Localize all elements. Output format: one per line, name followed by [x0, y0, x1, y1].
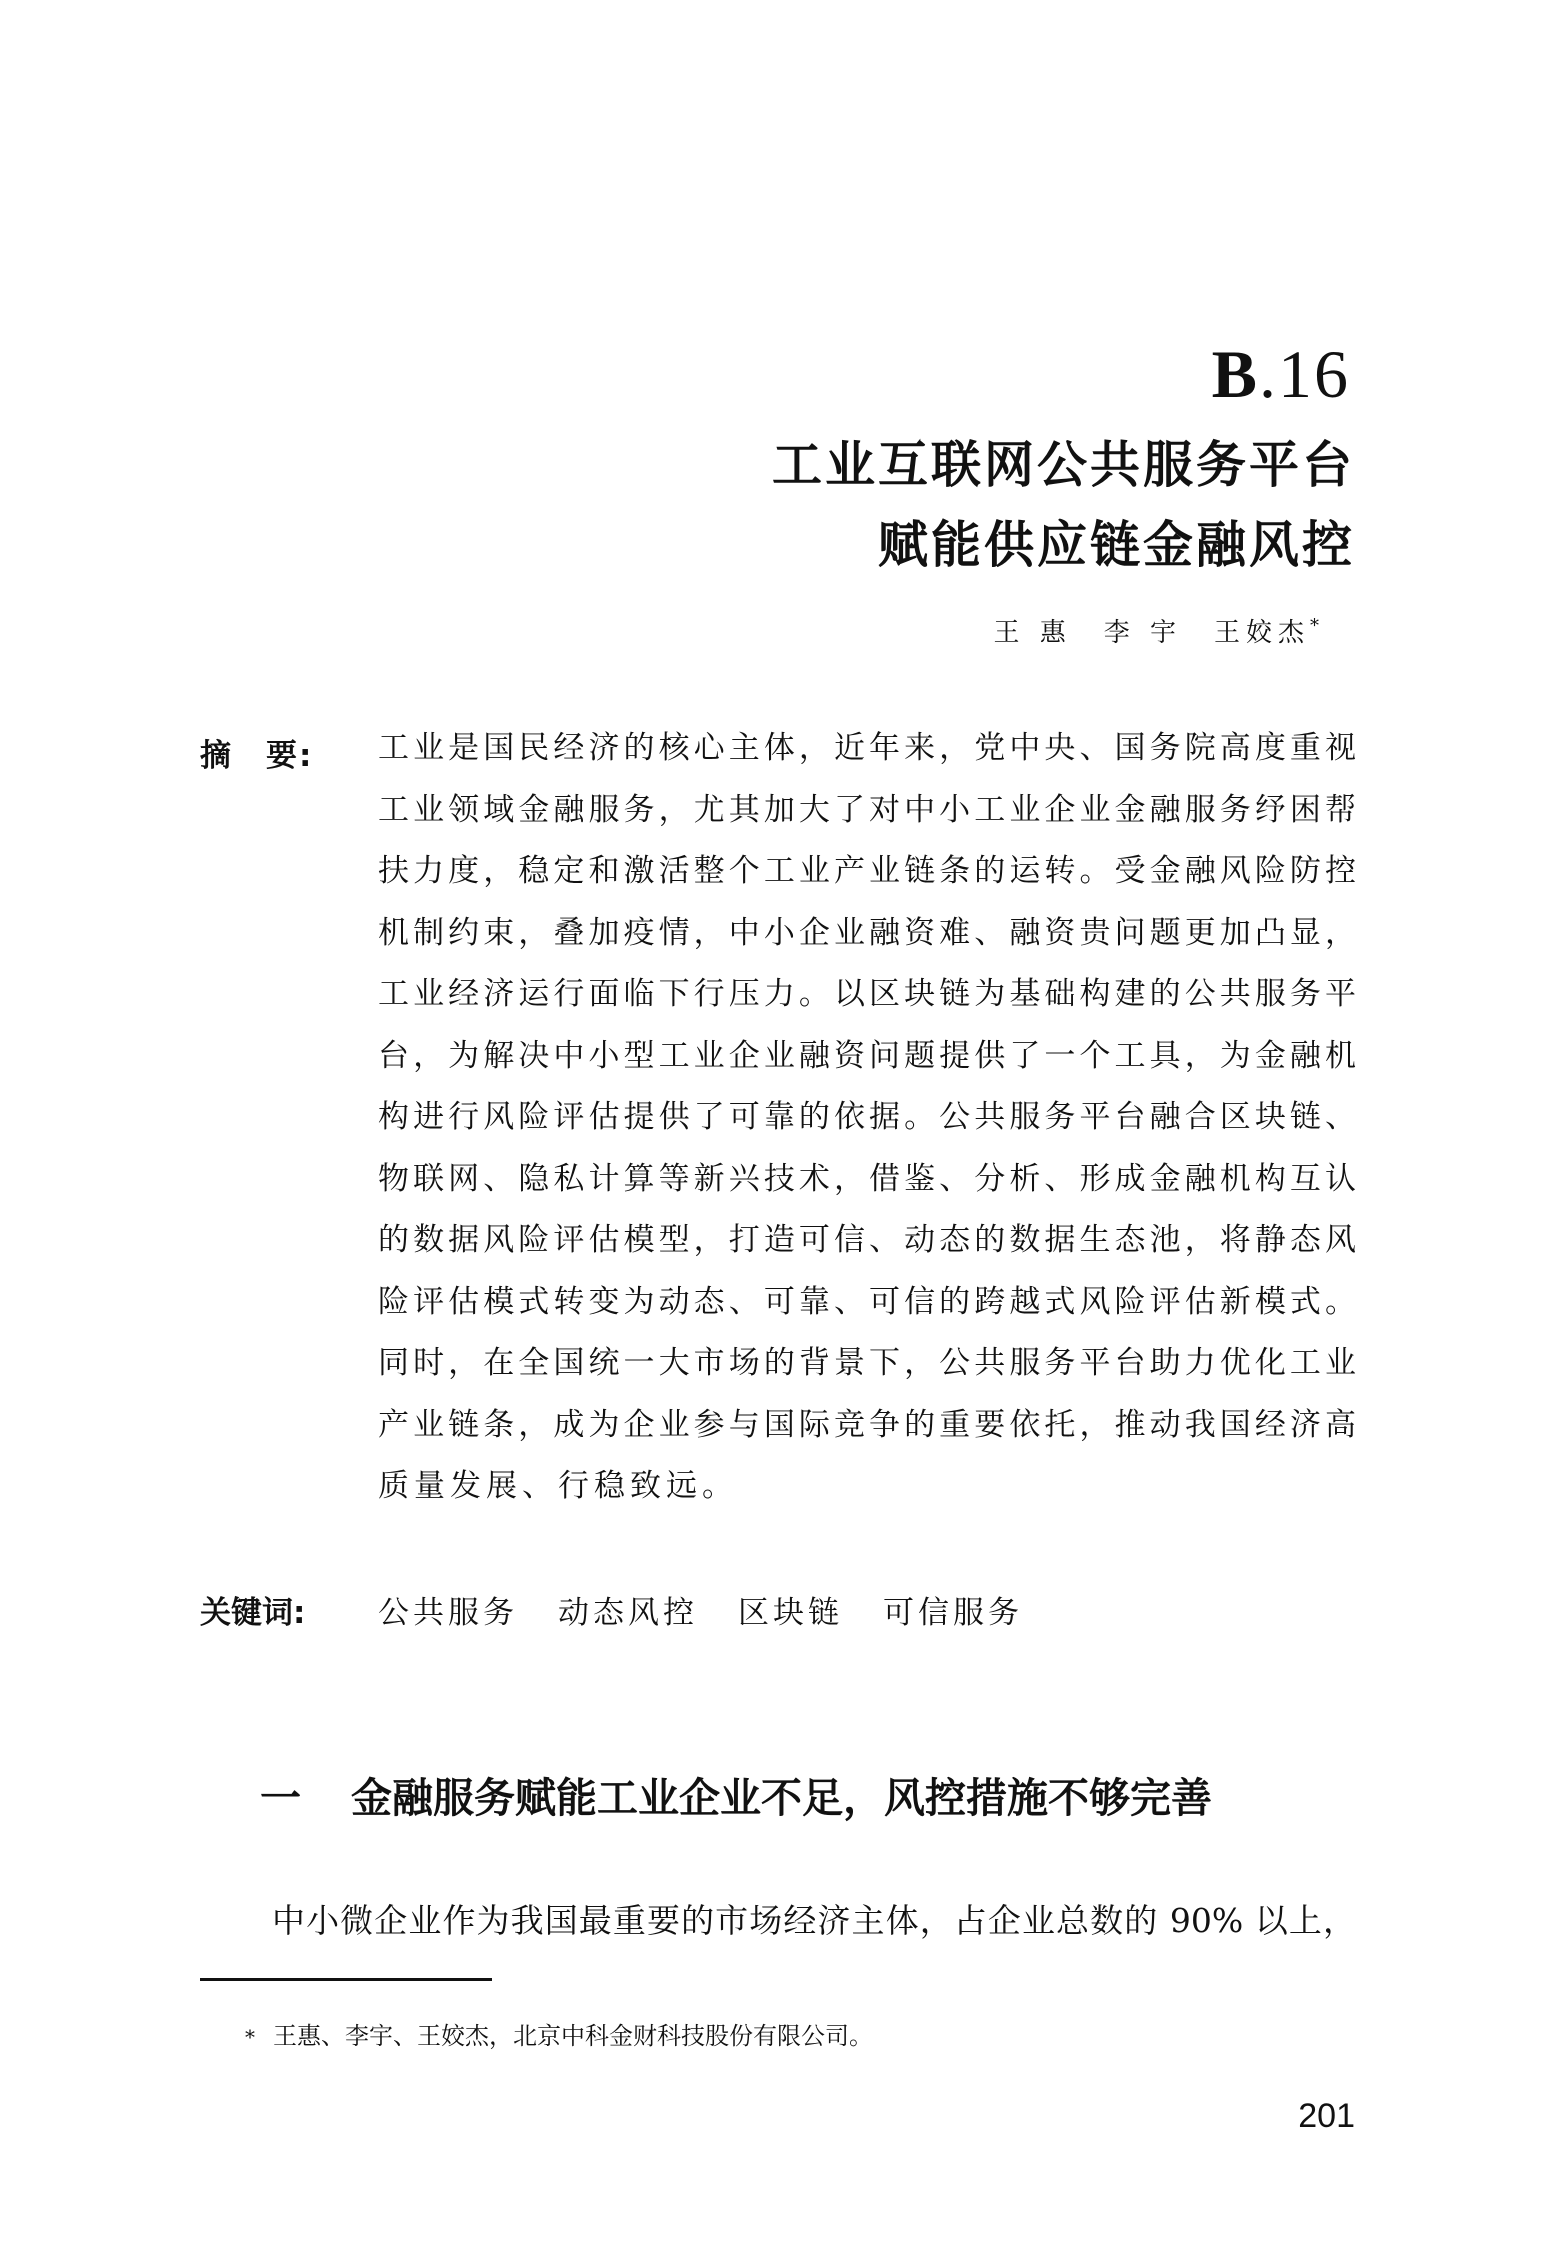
- abstract-line: 构进行风险评估提供了可靠的依据。公共服务平台融合区块链、: [378, 1099, 1356, 1135]
- abstract-line: 同时，在全国统一大市场的背景下，公共服务平台助力优化工业: [378, 1345, 1356, 1381]
- chapter-number: [1212, 335, 1350, 414]
- abstract-line: 扶力度，稳定和激活整个工业产业链条的运转。受金融风险防控: [378, 853, 1356, 889]
- abstract-line: 工业是国民经济的核心主体，近年来，党中央、国务院高度重视: [378, 730, 1356, 766]
- chapter-number-value: .16: [1259, 336, 1350, 412]
- abstract-line: 的数据风险评估模型，打造可信、动态的数据生态池，将静态风: [378, 1222, 1356, 1258]
- abstract-body: [378, 726, 1356, 1526]
- abstract-line: 工业领域金融服务，尤其加大了对中小工业企业金融服务纾困帮: [378, 791, 1356, 828]
- abstract-line: 物联网、隐私计算等新兴技术，借鉴、分析、形成金融机构互认: [378, 1160, 1356, 1197]
- keyword: 公共服务: [378, 1595, 518, 1631]
- footnote-text: 王惠、李宇、王姣杰，北京中科金财科技股份有限公司。: [273, 2022, 873, 2050]
- section-title: 金融服务赋能工业企业不足，风控措施不够完善: [351, 1774, 1212, 1822]
- keywords-label: 关键词:: [200, 1595, 306, 1631]
- section-number: 一: [260, 1774, 301, 1822]
- body-paragraph: 中小微企业作为我国最重要的市场经济主体，占企业总数的 90% 以上，: [272, 1901, 1356, 1940]
- footnote-mark: *: [245, 2025, 255, 2049]
- keyword: 可信服务: [883, 1595, 1023, 1631]
- abstract-label: 摘 要:: [200, 738, 314, 774]
- author-names: 王 惠 李 宇 王姣杰: [993, 618, 1310, 648]
- section-heading: [260, 1765, 1212, 1824]
- keywords-list: [378, 1587, 1023, 1632]
- title-line-1: 工业互联网公共服务平台: [772, 435, 1355, 494]
- chapter-prefix: B: [1211, 336, 1259, 412]
- abstract-line: 工业经济运行面临下行压力。以区块链为基础构建的公共服务平: [378, 976, 1356, 1012]
- page-number: 201: [1298, 2097, 1355, 2135]
- abstract-line: 产业链条，成为企业参与国际竞争的重要依托，推动我国经济高: [378, 1406, 1356, 1443]
- abstract-line: 险评估模式转变为动态、可靠、可信的跨越式风险评估新模式。: [378, 1283, 1356, 1320]
- footnote: [245, 2016, 873, 2051]
- abstract-line: 机制约束，叠加疫情，中小企业融资难、融资贵问题更加凸显，: [378, 914, 1356, 951]
- footnote-divider: [200, 1978, 492, 1981]
- keyword: 区块链: [738, 1595, 843, 1631]
- abstract-line: 质量发展、行稳致远。: [378, 1468, 738, 1504]
- title-line-2: 赋能供应链金融风控: [878, 515, 1355, 574]
- keyword: 动态风控: [558, 1595, 698, 1631]
- authors: [993, 612, 1325, 649]
- abstract-line: 台，为解决中小型工业企业融资问题提供了一个工具，为金融机: [378, 1037, 1356, 1074]
- author-footnote-mark: *: [1310, 615, 1325, 637]
